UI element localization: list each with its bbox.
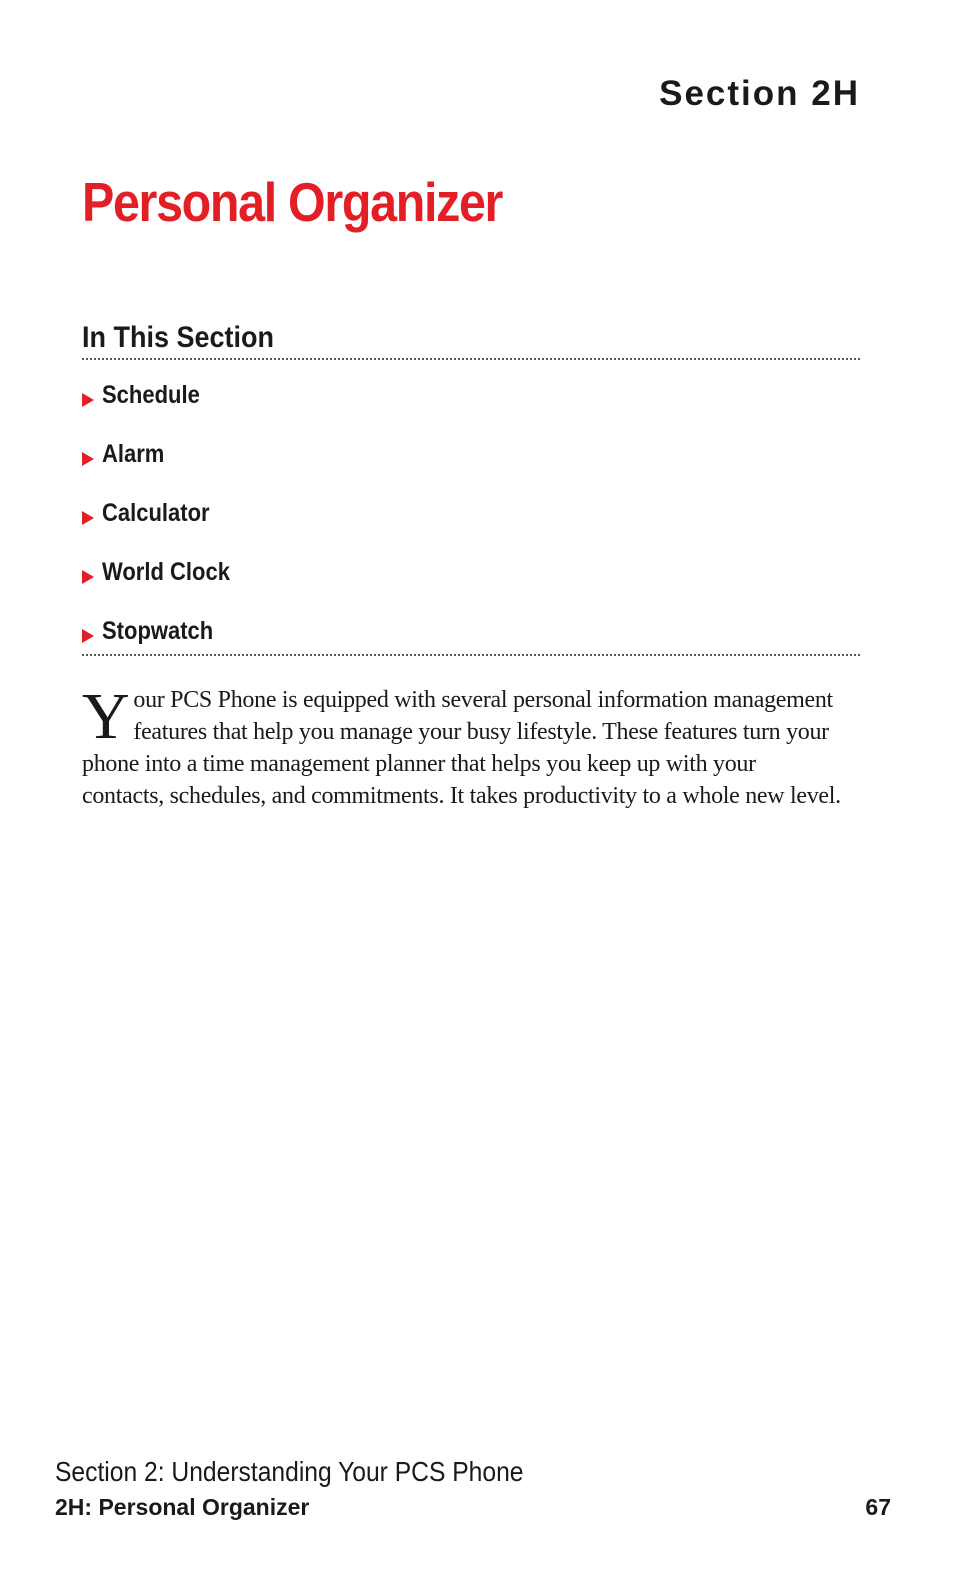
page-number: 67	[865, 1494, 891, 1520]
arrow-right-icon	[82, 511, 94, 525]
toc-item-schedule[interactable]	[82, 374, 860, 433]
toc-item-label: Stopwatch	[102, 617, 214, 645]
toc-item-label: Calculator	[102, 499, 210, 527]
intro-text: our PCS Phone is equipped with several personal information management features that help you manage your busy lifestyle. These features turn your phone into a time management planner that helps you keep up with your contacts, schedules, and commitments. It takes productivity to a whole new level.	[82, 687, 841, 809]
drop-cap: Y	[82, 680, 130, 753]
toc-bottom-divider	[82, 654, 860, 656]
toc-item-world-clock[interactable]	[82, 551, 860, 610]
toc-item-label: Schedule	[102, 381, 200, 409]
section-label: Section 2H	[659, 74, 860, 113]
intro-paragraph	[82, 680, 842, 812]
toc-item-alarm[interactable]	[82, 433, 860, 492]
arrow-right-icon	[82, 629, 94, 643]
page-title: Personal Organizer	[82, 171, 503, 233]
toc-item-label: World Clock	[102, 558, 230, 586]
toc-item-stopwatch[interactable]	[82, 610, 860, 654]
toc-item-calculator[interactable]	[82, 492, 860, 551]
footer-chapter-title: 2H: Personal Organizer	[55, 1494, 310, 1520]
arrow-right-icon	[82, 570, 94, 584]
toc-item-label: Alarm	[102, 440, 165, 468]
arrow-right-icon	[82, 393, 94, 407]
toc-heading: In This Section	[82, 321, 275, 354]
in-this-section-box	[82, 318, 860, 656]
footer-section-title: Section 2: Understanding Your PCS Phone	[55, 1456, 524, 1487]
toc-list	[82, 360, 860, 654]
arrow-right-icon	[82, 452, 94, 466]
